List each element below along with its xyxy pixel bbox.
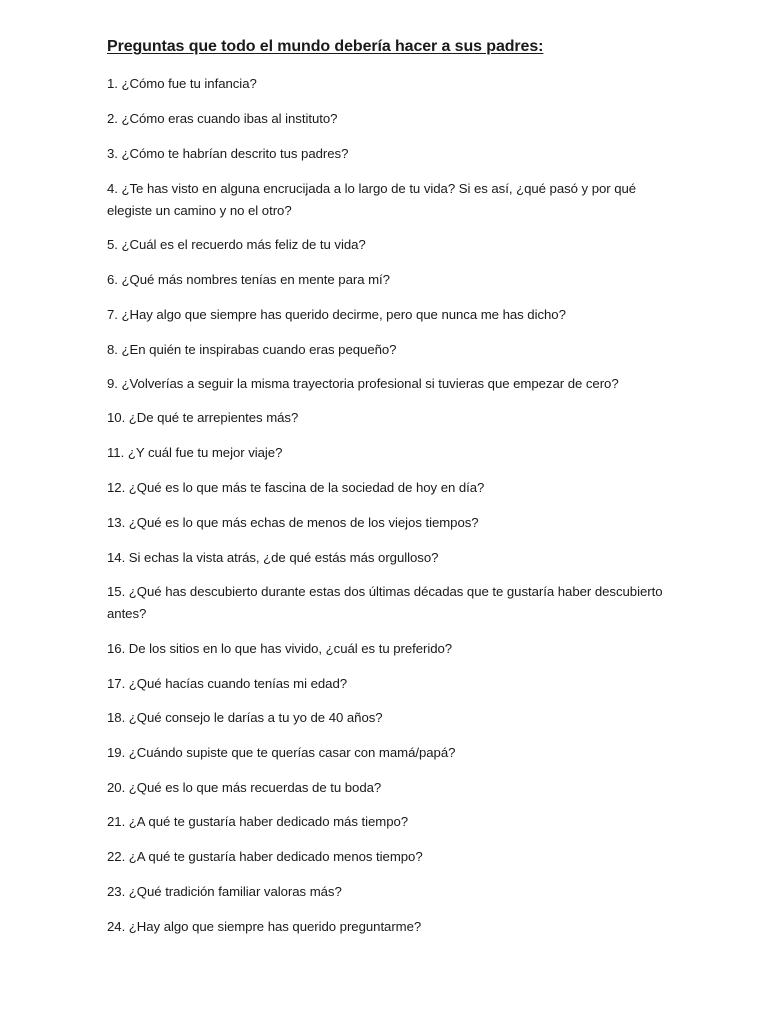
question-item-7: 7. ¿Hay algo que siempre has querido decirme, pero que nunca me has dicho?	[107, 307, 566, 322]
question-item-1: 1. ¿Cómo fue tu infancia?	[107, 76, 257, 91]
question-item-4: 4. ¿Te has visto en alguna encrucijada a lo largo de tu vida? Si es así, ¿qué pasó y por qué elegiste un camino y no el otro?	[107, 181, 637, 218]
question-item-8: 8. ¿En quién te inspirabas cuando eras pequeño?	[107, 342, 397, 357]
question-item-13: 13. ¿Qué es lo que más echas de menos de los viejos tiempos?	[107, 515, 479, 530]
question-item-19: 19. ¿Cuándo supiste que te querías casar con mamá/papá?	[107, 745, 456, 760]
question-item-5: 5. ¿Cuál es el recuerdo más feliz de tu vida?	[107, 237, 366, 252]
question-item-24: 24. ¿Hay algo que siempre has querido preguntarme?	[107, 919, 422, 934]
question-item-23: 23. ¿Qué tradición familiar valoras más?	[107, 884, 342, 899]
question-item-17: 17. ¿Qué hacías cuando tenías mi edad?	[107, 676, 348, 691]
question-item-16: 16. De los sitios en lo que has vivido, ¿cuál es tu preferido?	[107, 641, 453, 656]
question-item-3: 3. ¿Cómo te habrían descrito tus padres?	[107, 146, 349, 161]
document-title: Preguntas que todo el mundo debería hacer a sus padres:	[107, 38, 544, 55]
question-item-20: 20. ¿Qué es lo que más recuerdas de tu boda?	[107, 780, 382, 795]
question-item-10: 10. ¿De qué te arrepientes más?	[107, 410, 299, 425]
question-item-11: 11. ¿Y cuál fue tu mejor viaje?	[107, 445, 283, 460]
question-item-12: 12. ¿Qué es lo que más te fascina de la sociedad de hoy en día?	[107, 480, 485, 495]
question-item-14: 14. Si echas la vista atrás, ¿de qué estás más orgulloso?	[107, 550, 439, 565]
question-item-9: 9. ¿Volverías a seguir la misma trayectoria profesional si tuvieras que empezar de cero?	[107, 376, 619, 391]
question-item-18: 18. ¿Qué consejo le darías a tu yo de 40 años?	[107, 710, 383, 725]
question-item-2: 2. ¿Cómo eras cuando ibas al instituto?	[107, 111, 338, 126]
question-item-6: 6. ¿Qué más nombres tenías en mente para mí?	[107, 272, 390, 287]
question-item-21: 21. ¿A qué te gustaría haber dedicado más tiempo?	[107, 814, 409, 829]
question-item-22: 22. ¿A qué te gustaría haber dedicado menos tiempo?	[107, 849, 423, 864]
question-item-15: 15. ¿Qué has descubierto durante estas dos últimas décadas que te gustaría haber descubierto antes?	[107, 584, 663, 621]
